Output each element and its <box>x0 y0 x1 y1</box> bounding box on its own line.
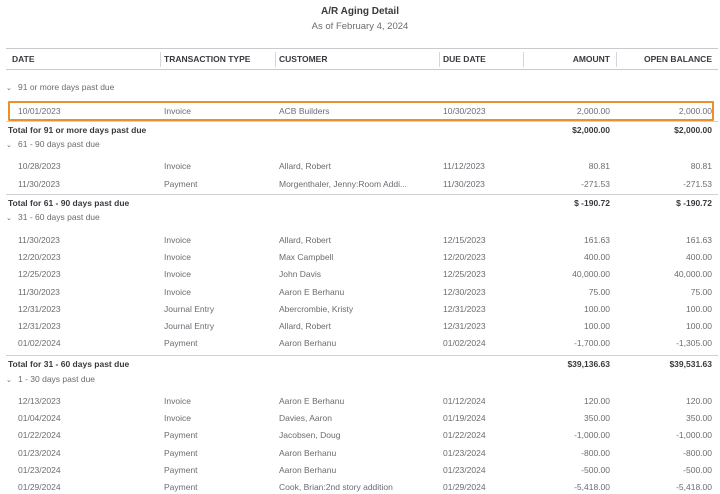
cell-transaction-type[interactable]: Invoice <box>164 161 191 171</box>
cell-transaction-type[interactable]: Invoice <box>164 287 191 297</box>
section-label: 1 - 30 days past due <box>18 374 96 384</box>
cell-open-balance: 100.00 <box>686 321 712 331</box>
cell-date: 10/28/2023 <box>18 161 61 171</box>
total-label: Total for 61 - 90 days past due <box>8 198 130 208</box>
cell-date: 01/23/2024 <box>18 465 61 475</box>
cell-open-balance: 100.00 <box>686 304 712 314</box>
cell-amount: 350.00 <box>584 413 610 423</box>
cell-transaction-type[interactable]: Payment <box>164 338 198 348</box>
cell-date: 12/31/2023 <box>18 304 61 314</box>
cell-date: 12/25/2023 <box>18 269 61 279</box>
section-label: 91 or more days past due <box>18 82 115 92</box>
cell-amount: 75.00 <box>588 287 610 297</box>
total-amount: $ -190.72 <box>574 198 610 208</box>
section-total-row <box>6 194 718 211</box>
cell-customer[interactable]: Morgenthaler, Jenny:Room Addi... <box>279 179 408 189</box>
cell-open-balance: 400.00 <box>686 252 712 262</box>
cell-transaction-type[interactable]: Payment <box>164 179 198 189</box>
cell-date: 01/22/2024 <box>18 430 61 440</box>
column-header-due-date[interactable]: DUE DATE <box>443 54 486 64</box>
total-label: Total for 91 or more days past due <box>8 125 147 135</box>
cell-due-date: 12/31/2023 <box>443 321 486 331</box>
table-row[interactable] <box>6 284 718 301</box>
cell-customer[interactable]: Cook, Brian:2nd story addition <box>279 482 393 492</box>
section-label: 61 - 90 days past due <box>18 139 100 149</box>
highlight-box <box>8 101 714 121</box>
cell-customer[interactable]: Aaron Berhanu <box>279 448 337 458</box>
cell-date: 12/31/2023 <box>18 321 61 331</box>
cell-due-date: 01/23/2024 <box>443 465 486 475</box>
cell-open-balance: 2,000.00 <box>678 106 712 116</box>
cell-customer[interactable]: Allard, Robert <box>279 235 331 245</box>
cell-open-balance: -271.53 <box>683 179 712 189</box>
cell-customer[interactable]: Aaron Berhanu <box>279 465 337 475</box>
table-row[interactable] <box>6 427 718 444</box>
column-divider[interactable] <box>439 52 440 67</box>
cell-transaction-type[interactable]: Journal Entry <box>164 304 215 314</box>
cell-due-date: 12/30/2023 <box>443 287 486 297</box>
table-row[interactable] <box>6 301 718 318</box>
cell-amount: 100.00 <box>584 304 610 314</box>
cell-amount: 80.81 <box>588 161 610 171</box>
cell-due-date: 11/30/2023 <box>443 179 485 189</box>
cell-amount: 400.00 <box>584 252 610 262</box>
cell-amount: -500.00 <box>581 465 610 475</box>
total-amount: $2,000.00 <box>572 125 610 135</box>
cell-customer[interactable]: Max Campbell <box>279 252 334 262</box>
cell-transaction-type[interactable]: Invoice <box>164 106 191 116</box>
total-label: Total for 31 - 60 days past due <box>8 359 130 369</box>
cell-amount: 2,000.00 <box>576 106 610 116</box>
report-subtitle: As of February 4, 2024 <box>311 21 409 32</box>
table-row[interactable] <box>6 176 718 193</box>
section-total-row <box>6 121 718 138</box>
cell-customer[interactable]: Abercrombie, Kristy <box>279 304 354 314</box>
section-label: 31 - 60 days past due <box>18 212 100 222</box>
cell-date: 11/30/2023 <box>18 179 60 189</box>
cell-date: 01/04/2024 <box>18 413 61 423</box>
section-header[interactable] <box>6 139 100 149</box>
cell-due-date: 12/25/2023 <box>443 269 486 279</box>
cell-transaction-type[interactable]: Payment <box>164 482 198 492</box>
cell-date: 12/13/2023 <box>18 396 61 406</box>
cell-due-date: 01/19/2024 <box>443 413 486 423</box>
cell-open-balance: 350.00 <box>686 413 712 423</box>
cell-open-balance: -1,000.00 <box>676 430 712 440</box>
cell-date: 12/20/2023 <box>18 252 61 262</box>
table-row[interactable] <box>6 335 718 352</box>
cell-transaction-type[interactable]: Journal Entry <box>164 321 215 331</box>
cell-amount: 100.00 <box>584 321 610 331</box>
cell-due-date: 10/30/2023 <box>443 106 486 116</box>
cell-date: 11/30/2023 <box>18 287 60 297</box>
cell-due-date: 01/22/2024 <box>443 430 486 440</box>
table-row[interactable] <box>6 318 718 335</box>
total-amount: $39,136.63 <box>567 359 610 369</box>
column-header-customer[interactable]: CUSTOMER <box>279 54 328 64</box>
report-title: A/R Aging Detail <box>321 6 399 17</box>
cell-date: 11/30/2023 <box>18 235 60 245</box>
column-divider[interactable] <box>616 52 617 67</box>
cell-transaction-type[interactable]: Invoice <box>164 269 191 279</box>
section-header[interactable] <box>6 212 100 222</box>
cell-customer[interactable]: Aaron E Berhanu <box>279 396 345 406</box>
cell-transaction-type[interactable]: Invoice <box>164 413 191 423</box>
cell-due-date: 01/12/2024 <box>443 396 486 406</box>
cell-customer[interactable]: ACB Builders <box>279 106 330 116</box>
cell-transaction-type[interactable]: Payment <box>164 430 198 440</box>
cell-open-balance: 75.00 <box>690 287 712 297</box>
cell-date: 01/02/2024 <box>18 338 61 348</box>
cell-open-balance: -5,418.00 <box>676 482 712 492</box>
cell-due-date: 12/31/2023 <box>443 304 486 314</box>
column-divider[interactable] <box>160 52 161 67</box>
cell-due-date: 01/23/2024 <box>443 448 486 458</box>
cell-date: 10/01/2023 <box>18 106 61 116</box>
section-header[interactable] <box>6 82 114 92</box>
column-header-transaction-type[interactable]: TRANSACTION TYPE <box>164 54 251 64</box>
cell-transaction-type[interactable]: Payment <box>164 465 198 475</box>
cell-amount: -800.00 <box>581 448 610 458</box>
cell-customer[interactable]: Aaron Berhanu <box>279 338 337 348</box>
total-open-balance: $ -190.72 <box>676 198 712 208</box>
cell-open-balance: 40,000.00 <box>674 269 712 279</box>
cell-customer[interactable]: Allard, Robert <box>279 321 331 331</box>
cell-transaction-type[interactable]: Invoice <box>164 252 191 262</box>
table-row[interactable] <box>6 410 718 427</box>
chevron-down-icon[interactable]: ⌄ <box>6 85 12 92</box>
table-row[interactable] <box>6 266 718 283</box>
column-header-amount[interactable]: AMOUNT <box>572 54 610 64</box>
cell-transaction-type[interactable]: Payment <box>164 448 198 458</box>
cell-amount: 161.63 <box>584 235 610 245</box>
column-header-date[interactable]: DATE <box>12 54 35 64</box>
cell-customer[interactable]: Aaron E Berhanu <box>279 287 345 297</box>
section-header[interactable] <box>6 374 95 384</box>
cell-amount: 40,000.00 <box>572 269 610 279</box>
table-row[interactable] <box>6 445 718 462</box>
chevron-down-icon[interactable]: ⌄ <box>6 377 12 384</box>
table-row[interactable] <box>6 249 718 266</box>
table-row[interactable] <box>6 393 718 410</box>
cell-due-date: 01/29/2024 <box>443 482 486 492</box>
total-open-balance: $39,531.63 <box>669 359 712 369</box>
cell-open-balance: -500.00 <box>683 465 712 475</box>
cell-date: 01/29/2024 <box>18 482 61 492</box>
cell-transaction-type[interactable]: Invoice <box>164 235 191 245</box>
cell-due-date: 11/12/2023 <box>443 161 485 171</box>
cell-due-date: 12/15/2023 <box>443 235 486 245</box>
table-row[interactable] <box>6 462 718 479</box>
cell-open-balance: 161.63 <box>686 235 712 245</box>
cell-customer[interactable]: Jacobsen, Doug <box>279 430 341 440</box>
total-open-balance: $2,000.00 <box>674 125 712 135</box>
column-divider[interactable] <box>275 52 276 67</box>
table-row[interactable] <box>6 158 718 175</box>
cell-amount: -1,000.00 <box>574 430 610 440</box>
cell-amount: -1,700.00 <box>574 338 610 348</box>
table-row[interactable] <box>6 232 718 249</box>
cell-date: 01/23/2024 <box>18 448 61 458</box>
cell-customer[interactable]: Allard, Robert <box>279 161 331 171</box>
cell-due-date: 12/20/2023 <box>443 252 486 262</box>
column-divider[interactable] <box>523 52 524 67</box>
cell-customer[interactable]: Davies, Aaron <box>279 413 332 423</box>
cell-due-date: 01/02/2024 <box>443 338 486 348</box>
section-total-row <box>6 355 718 372</box>
cell-open-balance: -1,305.00 <box>676 338 712 348</box>
chevron-down-icon[interactable]: ⌄ <box>6 142 12 149</box>
cell-open-balance: -800.00 <box>683 448 712 458</box>
chevron-down-icon[interactable]: ⌄ <box>6 215 12 222</box>
column-header-open-balance[interactable]: OPEN BALANCE <box>643 54 712 64</box>
cell-open-balance: 120.00 <box>686 396 712 406</box>
cell-open-balance: 80.81 <box>690 161 712 171</box>
cell-customer[interactable]: John Davis <box>279 269 322 279</box>
cell-amount: -271.53 <box>581 179 610 189</box>
table-row[interactable] <box>6 479 718 494</box>
cell-transaction-type[interactable]: Invoice <box>164 396 191 406</box>
cell-amount: 120.00 <box>584 396 610 406</box>
cell-amount: -5,418.00 <box>574 482 610 492</box>
column-header-row <box>6 48 718 70</box>
